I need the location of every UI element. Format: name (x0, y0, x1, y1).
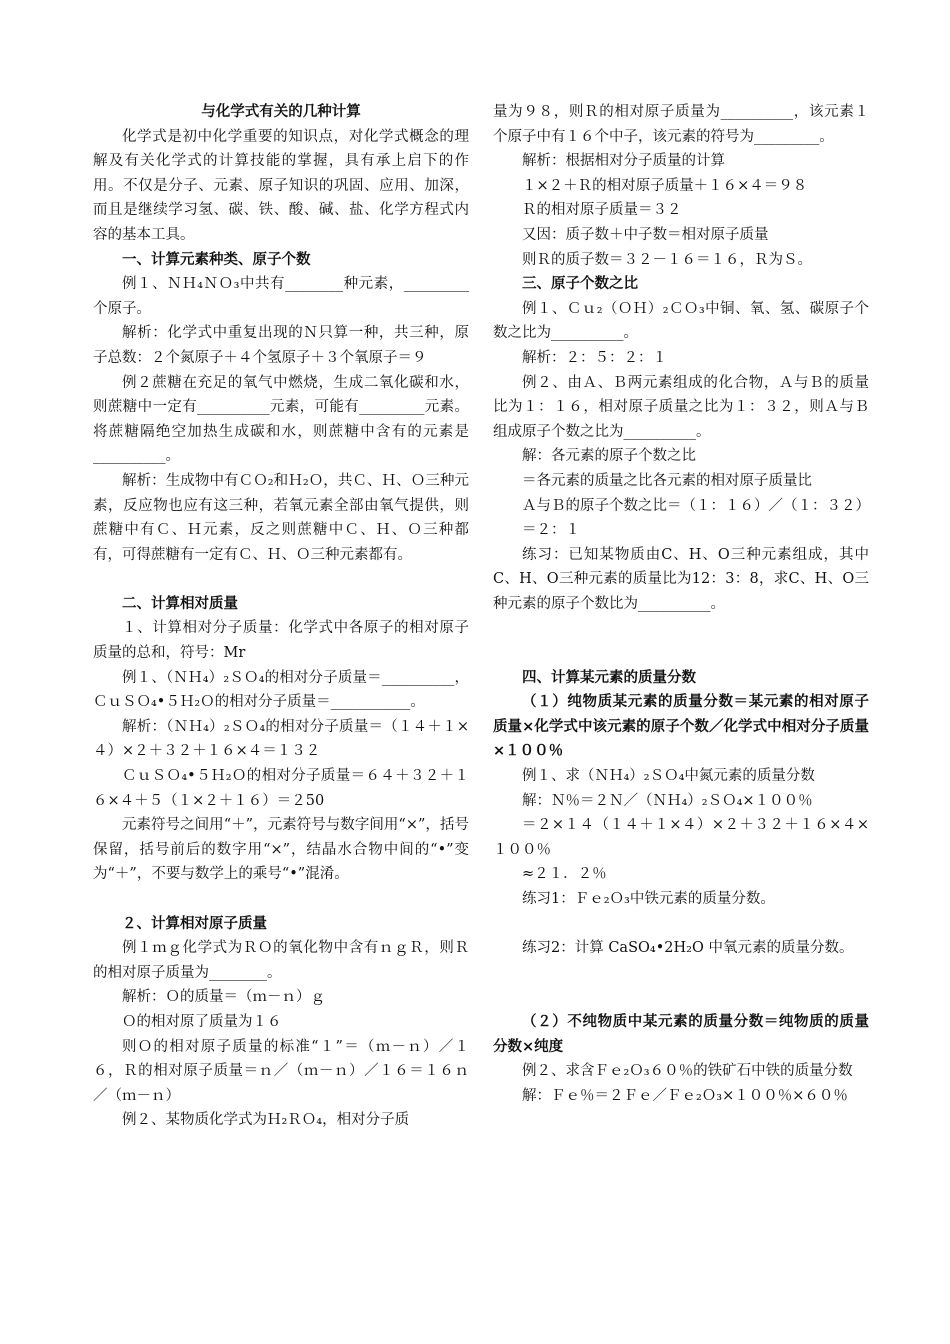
paragraph: 则Ｏ的相对原子质量的标准“１”＝（ｍ－ｎ）／１６，Ｒ的相对原子质量＝ｎ／（ｍ－ｎ）／１６＝１６ｎ／（ｍ－ｎ） (93, 1038, 469, 1104)
paragraph: １×２＋Ｒ的相对原子质量＋１６×４＝９８ (522, 177, 808, 194)
paragraph: 解：Ｎ％＝２Ｎ／（ＮＨ₄）₂ＳＯ₄×１００％ (522, 792, 813, 809)
paragraph: （２）不纯物质中某元素的质量分数＝纯物质的质量分数×纯度 (493, 1013, 869, 1055)
paragraph (93, 887, 469, 912)
paragraph: ＣｕＳＯ₄•５Ｈ₂Ｏ的相对分子质量＝６４＋３２＋１６×４＋５（１×２＋１６）＝２50 (93, 768, 469, 809)
paragraph: 与化学式有关的几种计算 (201, 104, 361, 120)
paragraph: 例１、Ｃｕ₂（ＯＨ）₂ＣＯ₃中铜、氧、氢、碳原子个数之比为__________。 (493, 300, 869, 342)
paragraph: ＝２×１４（１４＋１×４）×２＋３２＋１６×４×１００％ (493, 817, 869, 858)
paragraph: 三、原子个数之比 (522, 276, 638, 293)
paragraph: 练习1：Ｆｅ₂Ｏ₃中铁元素的质量分数。 (522, 891, 775, 907)
paragraph (493, 616, 869, 641)
paragraph: 解：各元素的原子个数之比 (522, 448, 696, 465)
paragraph: 则Ｒ的质子数＝３２－１６＝１６，Ｒ为Ｓ。 (522, 251, 812, 268)
paragraph: 例２、求含Ｆｅ₂Ｏ₃６０％的铁矿石中铁的质量分数 (522, 1063, 853, 1080)
paragraph: 解析：生成物中有ＣＯ₂和Ｈ₂Ｏ，共Ｃ、Ｈ、Ｏ三种元素，反应物也应有这三种，若氧元素全部由氧气提供，则蔗糖中有Ｃ、Ｈ元素，反之则蔗糖中Ｃ、Ｈ、Ｏ三种都有，可得蔗糖有一定有Ｃ、Ｈ、Ｏ三种元素都有。 (93, 472, 469, 563)
paragraph: ≈２１．２％ (522, 866, 607, 883)
paragraph: 解析：化学式中重复出现的Ｎ只算一种，共三种，原子总数：２个氮原子＋４个氢原子＋３个氧原子＝９ (93, 325, 469, 366)
paragraph: ＝２：１ (522, 522, 580, 539)
paragraph: ２、计算相对原子质量 (122, 915, 267, 932)
paragraph: 解析：（ＮＨ₄）₂ＳＯ₄的相对分子质量＝（１４＋１×４）×２＋３２＋１６×４＝１３２ (93, 718, 469, 760)
paragraph: （１）纯物质某元素的质量分数＝某元素的相对原子质量×化学式中该元素的原子个数／化学式中相对分子质量×１００％ (493, 694, 869, 760)
paragraph: 化学式是初中化学重要的知识点，对化学式概念的理解及有关化学式的计算技能的掌握，具有承上启下的作用。不仅是分子、元素、原子知识的巩固、应用、加深，而且是继续学习氢、碳、铁、酸、碱、盐、化学方程式内容的基本工具。 (93, 128, 469, 243)
left-column (93, 100, 469, 1133)
paragraph: 练习2：计算 CaSO₄•2H₂O 中氧元素的质量分数。 (522, 940, 854, 957)
paragraph: Ｏ的相对原了质量为１６ (122, 1013, 282, 1030)
paragraph (93, 567, 469, 592)
paragraph: 例１ｍｇ化学式为ＲＯ的氧化物中含有ｎｇＲ，则Ｒ的相对原子质量为________。 (93, 940, 469, 981)
paragraph: 一、计算元素种类、原子个数 (122, 251, 311, 268)
paragraph: 又因：质子数＋中子数＝相对原子质量 (522, 226, 769, 243)
paragraph: 例２蔗糖在充足的氧气中燃烧，生成二氧化碳和水，则蔗糖中一定有__________元素，可能有_________元素。将蔗糖隔绝空加热生成碳和水，则蔗糖中含有的元素是__________。 (93, 374, 469, 465)
paragraph: 四、计算某元素的质量分数 (522, 669, 696, 686)
paragraph: 解析：２：５：２：１ (522, 349, 667, 366)
paragraph: 量为９８，则Ｒ的相对原子质量为__________，该元素１个原子中有１６个中子，该元素的符号为_________。 (493, 104, 869, 145)
paragraph: 解析：根据相对分子质量的计算 (522, 153, 725, 170)
paragraph: 元素符号之间用“＋”，元素符号与数字间用“×”，括号保留，括号前后的数字用“×”，结晶水合物中间的“•”变为“＋”，不要与数学上的乘号“•”混淆。 (93, 817, 469, 883)
paragraph (493, 985, 869, 1010)
paragraph: 解析：Ｏ的质量＝（ｍ－ｎ）ｇ (122, 989, 325, 1006)
paragraph: 例２、由Ａ、Ｂ两元素组成的化合物，Ａ与Ｂ的质量比为１：１６，相对原子质量之比为１：３２，则Ａ与Ｂ组成原子个数之比为__________。 (493, 374, 869, 440)
paragraph: １、计算相对分子质量：化学式中各原子的相对原子质量的总和，符号：Mr (93, 620, 469, 662)
paragraph: 解：Ｆｅ％＝２Ｆｅ／Ｆｅ₂Ｏ₃×１００％×６０％ (522, 1087, 848, 1104)
paragraph: 例１、（ＮＨ₄）₂ＳＯ₄的相对分子质量＝__________，ＣｕＳＯ₄•５Ｈ₂Ｏ的相对分子质量＝___________。 (93, 669, 469, 711)
paragraph: Ｒ的相对原子质量＝３２ (522, 202, 682, 219)
paragraph: 练习：已知某物质由C、H、O三种元素组成，其中C、H、O三种元素的质量比为12：3：8，求C、H、O三种元素的原子个数比为__________。 (493, 546, 869, 612)
paragraph: 例１、ＮＨ₄ＮＯ₃中共有________种元素，_________个原子。 (93, 276, 469, 317)
paragraph: 二、计算相对质量 (122, 595, 238, 612)
paragraph: 例２、某物质化学式为Ｈ₂ＲＯ₄，相对分子质 (122, 1112, 410, 1129)
paragraph (493, 641, 869, 666)
paragraph (493, 961, 869, 986)
paragraph: ＝各元素的质量之比各元素的相对原子质量比 (522, 472, 812, 489)
right-column (493, 100, 869, 1108)
paragraph (493, 912, 869, 937)
paragraph: 例１、求（ＮＨ₄）₂ＳＯ₄中氮元素的质量分数 (522, 768, 815, 785)
paragraph: Ａ与Ｂ的原子个数之比＝（１：１６）／（１：３２） (522, 497, 870, 514)
